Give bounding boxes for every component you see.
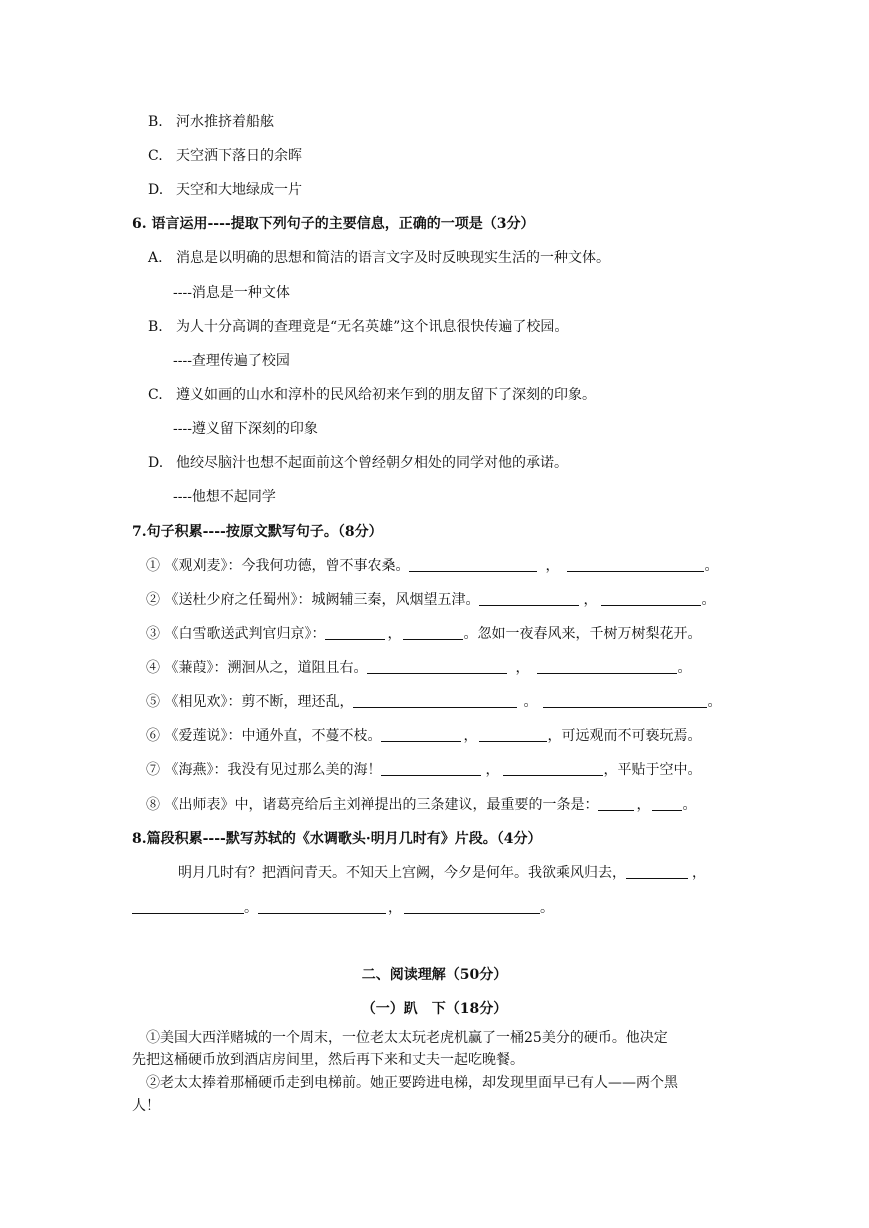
item-end: ，平贴于空中。 bbox=[603, 762, 702, 778]
q6-option-a bbox=[148, 249, 610, 267]
q7-item-6 bbox=[146, 727, 701, 745]
item-end: 。 bbox=[704, 558, 719, 574]
item-prefix: 《出师表》中，诸葛亮给后主刘禅提出的三条建议，最重要的一条是： bbox=[164, 797, 599, 813]
q8-line-1 bbox=[178, 864, 706, 882]
item-prefix: 《爱莲说》：中通外直，不蔓不枝。 bbox=[164, 728, 382, 744]
answer-blank[interactable] bbox=[479, 591, 579, 606]
item-end: 。 bbox=[682, 797, 697, 813]
item-prefix: 《送杜少府之任蜀州》：城阙辅三秦，风烟望五津。 bbox=[164, 592, 480, 608]
passage-paragraph-2a: ②老太太捧着那桶硬币走到电梯前。她正要跨进电梯，却发现里面早已有人——两个黑 bbox=[146, 1075, 678, 1091]
q7-item-2 bbox=[146, 591, 715, 609]
answer-blank[interactable] bbox=[543, 693, 707, 708]
q7-item-8 bbox=[146, 796, 696, 814]
answer-blank[interactable] bbox=[601, 591, 701, 606]
option-label: C. bbox=[148, 387, 163, 403]
answer-blank[interactable] bbox=[258, 899, 386, 914]
answer-blank[interactable] bbox=[537, 659, 677, 674]
answer-blank[interactable] bbox=[353, 693, 517, 708]
line-sep: 。 bbox=[244, 900, 258, 916]
q7-item-4 bbox=[146, 659, 691, 677]
q6-option-c bbox=[148, 386, 596, 404]
option-label: D. bbox=[148, 455, 164, 471]
option-text: 天空洒下落日的余晖 bbox=[176, 148, 302, 164]
answer-blank[interactable] bbox=[381, 761, 481, 776]
q7-item-3 bbox=[146, 625, 701, 643]
answer-blank[interactable] bbox=[409, 557, 537, 572]
q6-option-d bbox=[148, 454, 568, 472]
section-title: 二、阅读理解（50分） bbox=[361, 967, 508, 983]
item-sep: ， bbox=[583, 592, 598, 608]
q7-title: 7.句子积累----按原文默写句子。（8分） bbox=[132, 524, 383, 540]
passage-paragraph-1b: 先把这桶硬币放到酒店房间里，然后再下来和丈夫一起吃晚餐。 bbox=[132, 1052, 524, 1068]
item-end: 。 bbox=[701, 592, 716, 608]
item-number: ① bbox=[146, 558, 160, 574]
item-prefix: 《相见欢》：剪不断，理还乱， bbox=[164, 694, 354, 710]
answer-blank[interactable] bbox=[325, 625, 385, 640]
item-number: ⑦ bbox=[146, 762, 160, 778]
option-text: 消息是以明确的思想和简洁的语言文字及时反映现实生活的一种文体。 bbox=[176, 250, 610, 266]
item-end: 。 bbox=[707, 694, 722, 710]
item-sep: 。 bbox=[523, 694, 538, 710]
option-label: B. bbox=[148, 114, 163, 130]
option-text: 遵义如画的山水和淳朴的民风给初来乍到的朋友留下了深刻的印象。 bbox=[176, 387, 596, 403]
poem-text: 明月几时有？把酒问青天。不知天上宫阙，今夕是何年。我欲乘风归去， bbox=[178, 865, 626, 881]
answer-blank[interactable] bbox=[479, 727, 547, 742]
item-prefix: 《蒹葭》：溯洄从之，道阻且右。 bbox=[164, 660, 368, 676]
q5-option-c bbox=[148, 147, 302, 165]
option-text: 为人十分高调的查理竟是“无名英雄”这个讯息很快传遍了校园。 bbox=[176, 319, 569, 335]
item-number: ② bbox=[146, 592, 160, 608]
item-prefix: 《观刈麦》：今我何功德，曾不事农桑。 bbox=[164, 558, 410, 574]
q6-answer-b: ----查理传遍了校园 bbox=[173, 353, 290, 369]
item-end: 。忽如一夜春风来，千树万树梨花开。 bbox=[463, 626, 702, 642]
item-prefix: 《白雪歌送武判官归京》： bbox=[164, 626, 326, 642]
answer-blank[interactable] bbox=[626, 864, 688, 879]
passage-paragraph-1a: ①美国大西洋赌城的一个周末，一位老太太玩老虎机赢了一桶25美分的硬币。他决定 bbox=[146, 1030, 668, 1046]
line-end: 。 bbox=[540, 900, 554, 916]
q5-option-b bbox=[148, 113, 274, 131]
q6-answer-d: ----他想不起同学 bbox=[173, 489, 276, 505]
item-sep: ， bbox=[636, 797, 651, 813]
line-end: ， bbox=[692, 865, 706, 881]
q5-option-d bbox=[148, 181, 302, 199]
answer-blank[interactable] bbox=[598, 796, 634, 811]
q6-answer-a: ----消息是一种文体 bbox=[173, 285, 290, 301]
q7-item-1 bbox=[146, 557, 718, 575]
q7-item-7 bbox=[146, 761, 701, 779]
q8-line-2 bbox=[132, 899, 554, 917]
option-label: C. bbox=[148, 148, 163, 164]
answer-blank[interactable] bbox=[567, 557, 704, 572]
q7-item-5 bbox=[146, 693, 721, 711]
option-text: 天空和大地绿成一片 bbox=[176, 182, 302, 198]
option-label: D. bbox=[148, 182, 164, 198]
option-text: 河水推挤着船舷 bbox=[176, 114, 274, 130]
item-sep: ， bbox=[463, 728, 478, 744]
answer-blank[interactable] bbox=[367, 659, 507, 674]
q6-option-b bbox=[148, 318, 568, 336]
item-number: ⑤ bbox=[146, 694, 160, 710]
q6-answer-c: ----遵义留下深刻的印象 bbox=[173, 421, 318, 437]
answer-blank[interactable] bbox=[403, 625, 463, 640]
answer-blank[interactable] bbox=[404, 899, 540, 914]
option-label: B. bbox=[148, 319, 163, 335]
answer-blank[interactable] bbox=[132, 899, 244, 914]
item-end: 。 bbox=[677, 660, 692, 676]
item-number: ③ bbox=[146, 626, 160, 642]
item-number: ⑧ bbox=[146, 797, 160, 813]
item-number: ④ bbox=[146, 660, 160, 676]
item-sep: ， bbox=[515, 660, 530, 676]
passage-title: （一）趴 下（18分） bbox=[361, 1001, 508, 1017]
item-prefix: 《海燕》：我没有见过那么美的海！ bbox=[164, 762, 382, 778]
item-number: ⑥ bbox=[146, 728, 160, 744]
passage-paragraph-2b: 人！ bbox=[132, 1098, 160, 1114]
option-text: 他绞尽脑汁也想不起面前这个曾经朝夕相处的同学对他的承诺。 bbox=[176, 455, 568, 471]
q6-title: 6. 语言运用----提取下列句子的主要信息，正确的一项是（3分） bbox=[132, 216, 535, 232]
answer-blank[interactable] bbox=[381, 727, 461, 742]
answer-blank[interactable] bbox=[503, 761, 603, 776]
answer-blank[interactable] bbox=[652, 796, 682, 811]
option-label: A. bbox=[148, 250, 163, 266]
line-sep: ， bbox=[388, 900, 402, 916]
item-end: ，可远观而不可亵玩焉。 bbox=[547, 728, 702, 744]
item-sep: ， bbox=[545, 558, 560, 574]
item-sep: ， bbox=[485, 762, 500, 778]
item-sep: ， bbox=[387, 626, 402, 642]
q8-title: 8.篇段积累----默写苏轼的《水调歌头·明月几时有》片段。（4分） bbox=[132, 831, 542, 847]
